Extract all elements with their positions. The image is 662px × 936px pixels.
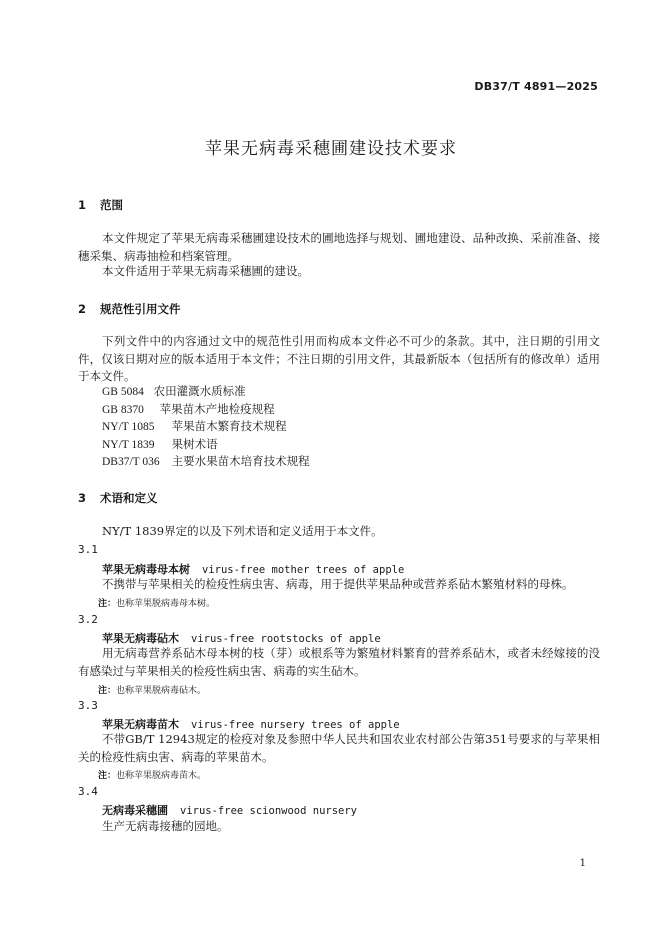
term-number: 3.1 <box>78 543 98 556</box>
note-text: 也称苹果脱病毒母本树。 <box>116 599 216 609</box>
term-english: virus-free nursery trees of apple <box>191 719 400 731</box>
term-number: 3.4 <box>78 785 98 798</box>
reference-item <box>102 418 310 436</box>
reference-title: 农田灌溉水质标准 <box>153 384 246 398</box>
reference-item <box>102 436 310 454</box>
reference-list <box>102 383 310 471</box>
terms-intro: NY/T 1839界定的以及下列术语和定义适用于本文件。 <box>102 524 383 538</box>
reference-item <box>102 383 310 401</box>
reference-item <box>102 401 310 419</box>
term-english: virus-free scionwood nursery <box>180 805 358 817</box>
term-chinese: 苹果无病毒砧木 <box>102 632 179 645</box>
term-title <box>102 561 404 577</box>
note-text: 也称苹果脱病毒砧木。 <box>116 686 207 696</box>
document-title: 苹果无病毒采穗圃建设技术要求 <box>205 139 457 159</box>
term-number: 3.2 <box>78 613 98 626</box>
section-title: 范围 <box>100 198 124 212</box>
reference-title: 苹果苗木繁育技术规程 <box>171 419 287 433</box>
term-note <box>98 683 206 696</box>
scope-paragraph-2: 本文件适用于苹果无病毒采穗圃的建设。 <box>102 264 309 278</box>
reference-title: 苹果苗木产地检疫规程 <box>159 401 275 416</box>
scope-paragraph-1: 本文件规定了苹果无病毒采穗圃建设技术的圃地选择与规划、圃地建设、品种改换、采前准备、接穗采集、病毒抽检和档案管理。 <box>78 231 600 263</box>
reference-code: GB 8370 <box>102 403 144 416</box>
term-chinese: 无病毒采穗圃 <box>102 804 168 817</box>
term-note <box>98 768 206 781</box>
term-english: virus-free rootstocks of apple <box>191 633 381 645</box>
section-title: 规范性引用文件 <box>100 302 181 316</box>
term-definition: 不带GB/T 12943规定的检疫对象及参照中华人民共和国农业农村部公告第351号要求的与苹果相关的检疫性病虫害、病毒的苹果苗木。 <box>78 732 600 764</box>
term-english: virus-free mother trees of apple <box>202 564 405 576</box>
reference-code: DB37/T 036 <box>102 456 160 468</box>
standard-code: DB37/T 4891—2025 <box>474 80 598 93</box>
term-chinese: 苹果无病毒母本树 <box>102 563 190 576</box>
references-intro: 下列文件中的内容通过文中的规范性引用而构成本文件必不可少的条款。其中，注日期的引用文件，仅该日期对应的版本适用于本文件；不注日期的引用文件，其最新版本（包括所有的修改单）适用于本文件。 <box>78 334 600 383</box>
term-title <box>102 802 357 818</box>
reference-title: 果树术语 <box>171 436 218 451</box>
section-number: 1 <box>78 198 87 212</box>
note-label: 注： <box>98 599 117 609</box>
reference-code: NY/T 1085 <box>102 421 155 433</box>
note-label: 注： <box>98 771 117 781</box>
term-number: 3.3 <box>78 699 98 712</box>
reference-code: GB 5084 <box>102 386 144 398</box>
note-text: 也称苹果脱病毒苗木。 <box>116 771 207 781</box>
term-title <box>102 716 400 732</box>
term-definition: 不携带与苹果相关的检疫性病虫害、病毒，用于提供苹果品种或营养系砧木繁殖材料的母株。 <box>102 577 574 591</box>
term-chinese: 苹果无病毒苗木 <box>102 718 179 731</box>
section-number: 3 <box>78 491 87 505</box>
reference-code: NY/T 1839 <box>102 438 155 451</box>
section-3-heading <box>78 490 158 506</box>
page-number: 1 <box>579 858 586 869</box>
reference-item <box>102 453 310 471</box>
section-2-heading <box>78 301 181 317</box>
section-number: 2 <box>78 302 87 316</box>
term-definition: 生产无病毒接穗的园地。 <box>102 819 229 833</box>
reference-title: 主要水果苗木培育技术规程 <box>171 454 310 468</box>
note-label: 注： <box>98 686 117 696</box>
term-definition: 用无病毒营养系砧木母本树的枝（芽）或根系等为繁殖材料繁育的营养系砧木，或者未经嫁接的没有感染过与苹果相关的检疫性病虫害、病毒的实生砧木。 <box>78 646 600 678</box>
section-title: 术语和定义 <box>100 491 158 505</box>
term-title <box>102 630 381 646</box>
term-note <box>98 596 215 609</box>
section-1-heading <box>78 197 123 213</box>
